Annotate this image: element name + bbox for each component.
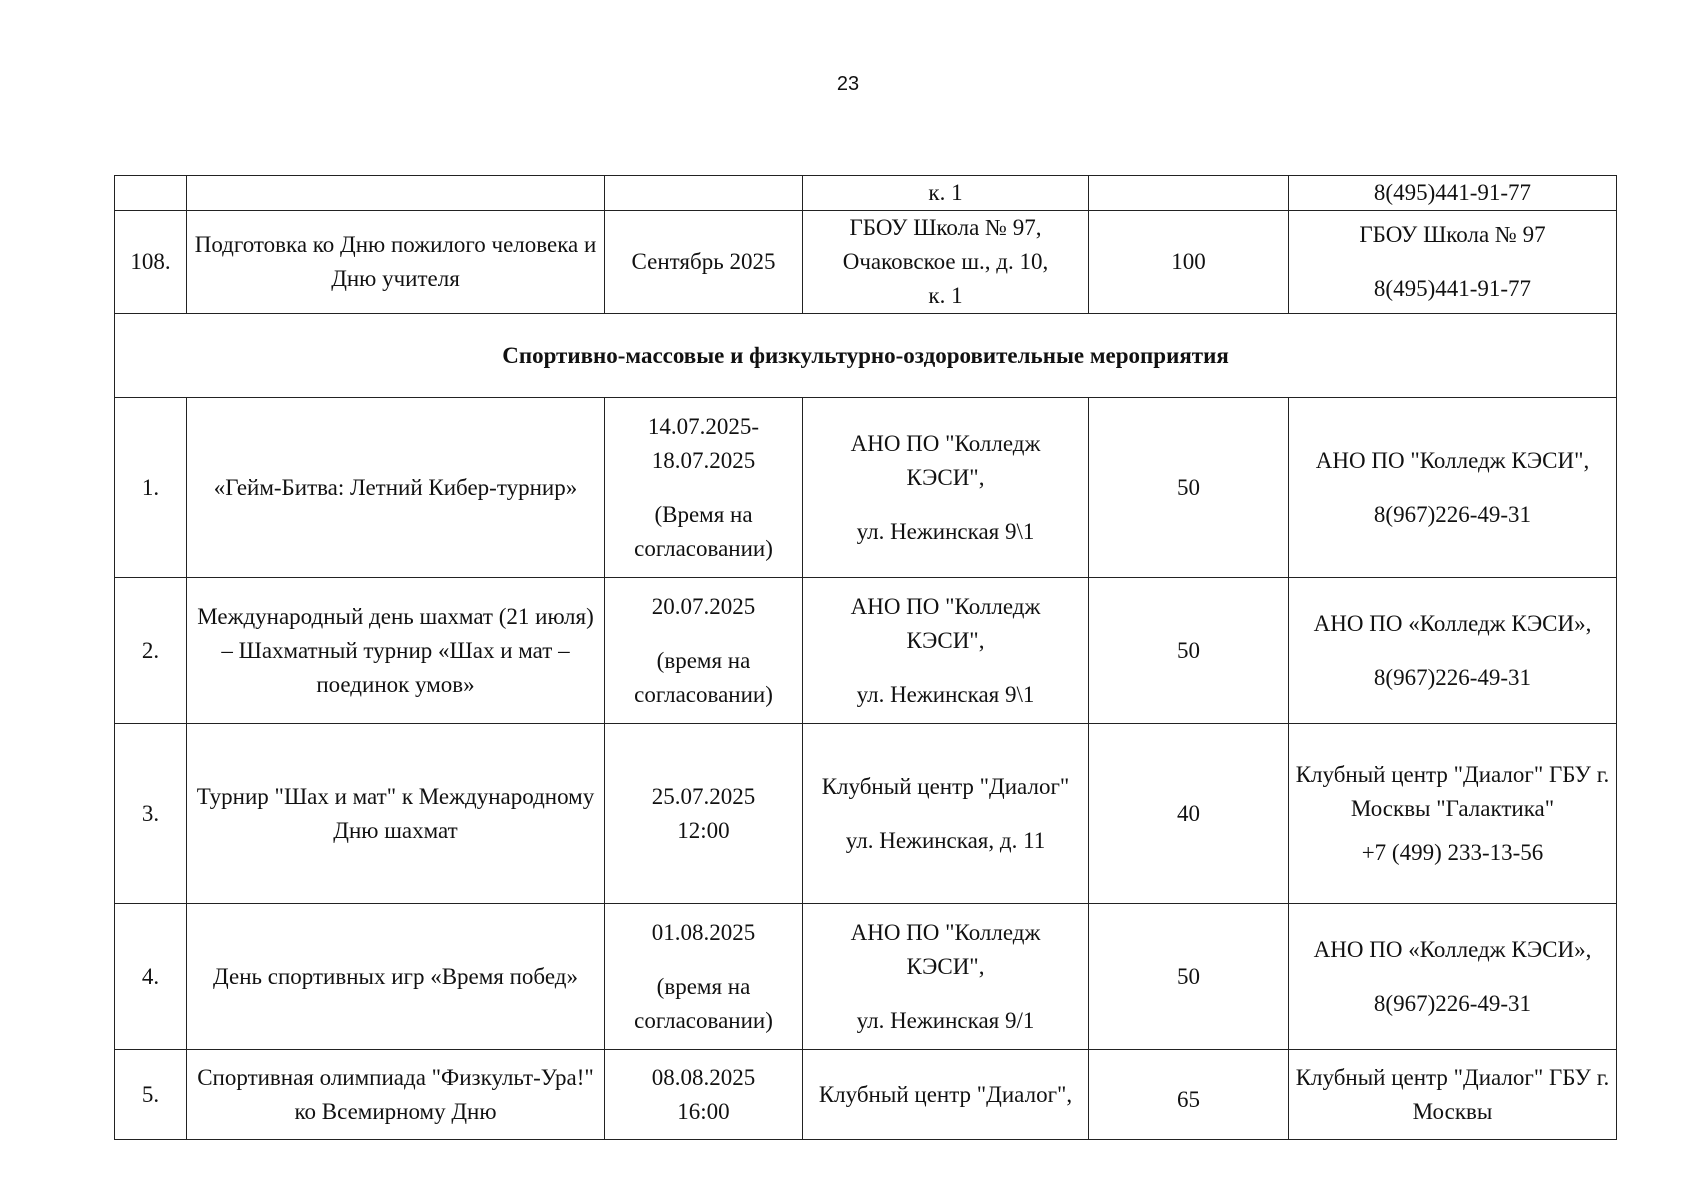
section-header-row xyxy=(115,314,1617,398)
organizer-name: АНО ПО «Колледж КЭСИ», xyxy=(1313,610,1592,636)
row-number: 5. xyxy=(115,1050,187,1140)
place-name: АНО ПО "Колледж КЭСИ", xyxy=(850,430,1041,490)
event-title: Спортивная олимпиада "Физкульт-Ура!" ко Всемирному Дню xyxy=(187,1050,605,1140)
time-value: 12:00 xyxy=(677,817,730,843)
place-name: АНО ПО "Колледж КЭСИ", xyxy=(850,919,1041,979)
event-place xyxy=(803,211,1089,314)
table-row xyxy=(115,904,1617,1050)
event-place xyxy=(803,398,1089,578)
organizer-phone: +7 (499) 233-13-56 xyxy=(1361,839,1544,865)
time-value: (время на согласовании) xyxy=(634,647,773,707)
event-date xyxy=(605,398,803,578)
place-address: ул. Нежинская, д. 11 xyxy=(845,827,1046,853)
section-title: Спортивно-массовые и физкультурно-оздоровительные мероприятия xyxy=(115,314,1617,398)
organizer xyxy=(1289,724,1617,904)
participants-count: 50 xyxy=(1089,578,1289,724)
event-place xyxy=(803,724,1089,904)
organizer: Клубный центр "Диалог" ГБУ г. Москвы xyxy=(1289,1050,1617,1140)
event-place xyxy=(803,578,1089,724)
organizer-name: Клубный центр "Диалог" ГБУ г. Москвы "Галактика" xyxy=(1295,761,1610,821)
table-row xyxy=(115,211,1617,314)
place-name: Клубный центр "Диалог", xyxy=(818,1081,1073,1107)
organizer xyxy=(1289,398,1617,578)
organizer xyxy=(1289,904,1617,1050)
row-number: 3. xyxy=(115,724,187,904)
date-value: 14.07.2025-18.07.2025 xyxy=(647,413,760,473)
time-value: (Время на согласовании) xyxy=(634,501,773,561)
row-number: 1. xyxy=(115,398,187,578)
organizer-phone: 8(967)226-49-31 xyxy=(1373,664,1532,690)
row-number xyxy=(115,176,187,211)
place-line: Очаковское ш., д. 10, xyxy=(842,249,1049,274)
event-date: Сентябрь 2025 xyxy=(605,211,803,314)
event-title: День спортивных игр «Время побед» xyxy=(187,904,605,1050)
date-value: 01.08.2025 xyxy=(651,919,756,945)
event-title xyxy=(187,176,605,211)
event-place xyxy=(803,1050,1089,1140)
organizer xyxy=(1289,578,1617,724)
participants-count: 40 xyxy=(1089,724,1289,904)
participants-count: 50 xyxy=(1089,398,1289,578)
event-title: «Гейм-Битва: Летний Кибер-турнир» xyxy=(187,398,605,578)
date-value: 20.07.2025 xyxy=(651,593,756,619)
event-date xyxy=(605,904,803,1050)
organizer-phone: 8(495)441-91-77 xyxy=(1373,180,1532,205)
row-number: 2. xyxy=(115,578,187,724)
place-line: к. 1 xyxy=(928,283,963,308)
place-line: к. 1 xyxy=(928,180,963,205)
place-address: ул. Нежинская 9\1 xyxy=(856,518,1035,544)
event-place xyxy=(803,904,1089,1050)
row-number: 108. xyxy=(115,211,187,314)
time-value: (время на согласовании) xyxy=(634,973,773,1033)
date-value: 08.08.2025 xyxy=(651,1064,756,1090)
organizer-phone: 8(967)226-49-31 xyxy=(1373,990,1532,1016)
table-row xyxy=(115,1050,1617,1140)
event-date xyxy=(605,578,803,724)
event-date xyxy=(605,176,803,211)
table-row xyxy=(115,176,1617,211)
time-value: 16:00 xyxy=(677,1098,730,1124)
event-title: Подготовка ко Дню пожилого человека и Дню учителя xyxy=(187,211,605,314)
organizer-name: АНО ПО "Колледж КЭСИ", xyxy=(1315,447,1590,473)
organizer-phone: 8(495)441-91-77 xyxy=(1373,276,1532,301)
table-row xyxy=(115,398,1617,578)
organizer-name: ГБОУ Школа № 97 xyxy=(1359,222,1546,247)
participants-count: 100 xyxy=(1089,211,1289,314)
organizer-name: АНО ПО «Колледж КЭСИ», xyxy=(1313,936,1592,962)
events-table xyxy=(114,175,1617,1140)
event-date xyxy=(605,724,803,904)
participants-count xyxy=(1089,176,1289,211)
place-line: ГБОУ Школа № 97, xyxy=(849,215,1042,240)
page-number: 23 xyxy=(836,73,860,95)
event-title: Турнир "Шах и мат" к Международному Дню шахмат xyxy=(187,724,605,904)
place-address: ул. Нежинская 9\1 xyxy=(856,681,1035,707)
organizer xyxy=(1289,176,1617,211)
table-row xyxy=(115,724,1617,904)
date-value: 25.07.2025 xyxy=(651,783,756,809)
row-number: 4. xyxy=(115,904,187,1050)
place-address: ул. Нежинская 9/1 xyxy=(856,1007,1035,1033)
event-date xyxy=(605,1050,803,1140)
table-row xyxy=(115,578,1617,724)
event-title: Международный день шахмат (21 июля) – Шахматный турнир «Шах и мат – поединок умов» xyxy=(187,578,605,724)
place-name: Клубный центр "Диалог" xyxy=(821,773,1070,799)
event-place xyxy=(803,176,1089,211)
place-name: АНО ПО "Колледж КЭСИ", xyxy=(850,593,1041,653)
organizer xyxy=(1289,211,1617,314)
participants-count: 65 xyxy=(1089,1050,1289,1140)
participants-count: 50 xyxy=(1089,904,1289,1050)
organizer-phone: 8(967)226-49-31 xyxy=(1373,501,1532,527)
